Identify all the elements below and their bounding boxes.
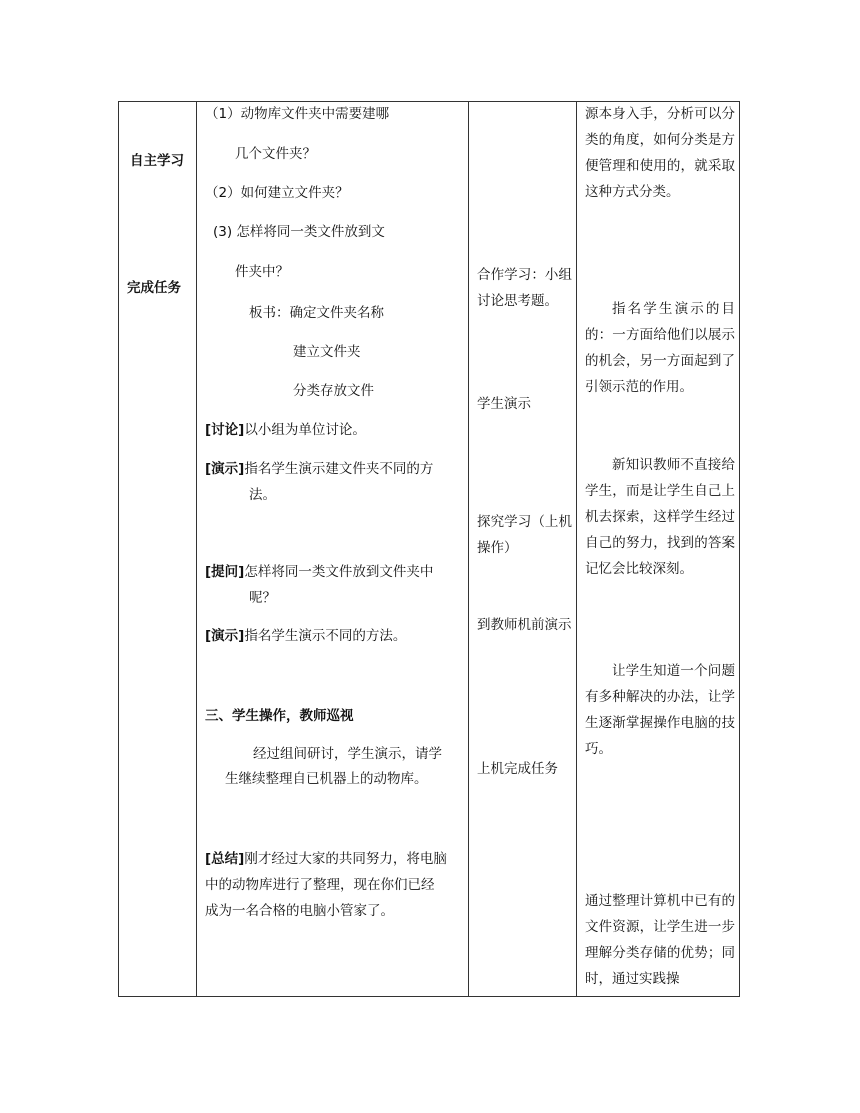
demo-1-item xyxy=(205,460,433,479)
activity-computer-task: 上机完成任务 xyxy=(477,761,558,777)
intent-para-3: 新知识教师不直接给学生，而是让学生自己上机去探索，这样学生经过自己的努力，找到的答案记忆会比较深刻。 xyxy=(585,457,735,577)
demo-1-line1: 指名学生演示建文件夹不同的方 xyxy=(244,461,434,477)
column-divider-2 xyxy=(468,102,469,996)
question-3-line1: (3) 怎样将同一类文件放到文 xyxy=(213,224,385,240)
stage-self-study: 自主学习 xyxy=(130,153,184,169)
intent-para-4: 让学生知道一个问题有多种解决的办法，让学生逐渐掌握操作电脑的技巧。 xyxy=(585,663,735,757)
board-writing-line2: 建立文件夹 xyxy=(293,344,361,360)
summary-line1: 刚才经过大家的共同努力，将电脑 xyxy=(244,851,447,867)
question-3-line2: 件夹中？ xyxy=(235,264,289,280)
activity-coop: 合作学习：小组讨论思考题。 xyxy=(477,267,572,309)
board-writing-line3: 分类存放文件 xyxy=(293,383,374,399)
summary-line3: 成为一名合格的电脑小管家了。 xyxy=(205,903,394,919)
ask-line1: 怎样将同一类文件放到文件夹中 xyxy=(244,564,434,580)
demo-2-text: 指名学生演示不同的方法。 xyxy=(244,628,407,644)
activity-explore: 探究学习（上机操作） xyxy=(477,514,572,556)
discuss-item xyxy=(205,421,366,440)
stage-complete-task: 完成任务 xyxy=(127,280,181,296)
activity-student-demo: 学生演示 xyxy=(477,396,531,412)
column-divider-3 xyxy=(576,102,577,996)
demo-2-tag: [演示] xyxy=(205,628,245,644)
intent-para-2: 指名学生演示的目的：一方面给他们以展示的机会，另一方面起到了引领示范的作用。 xyxy=(585,301,735,395)
section-3-line1: 经过组间研讨，学生演示，请学 xyxy=(253,746,442,762)
intent-para-1: 源本身入手，分析可以分类的角度，如何分类是方便管理和使用的，就采取这种方式分类。 xyxy=(585,106,735,200)
ask-tag: [提问] xyxy=(205,564,245,580)
board-writing-line1: 板书：确定文件夹名称 xyxy=(249,305,384,321)
summary-item xyxy=(205,850,447,869)
summary-line2: 中的动物库进行了整理，现在你们已经 xyxy=(205,877,435,893)
ask-item xyxy=(205,563,433,582)
ask-line2: 呢？ xyxy=(249,590,276,606)
demo-2-item xyxy=(205,627,406,646)
question-1-line1: （1）动物库文件夹中需要建哪 xyxy=(205,106,390,122)
activity-teacher-machine: 到教师机前演示 xyxy=(477,617,572,633)
question-1-line2: 几个文件夹？ xyxy=(235,146,316,162)
demo-1-tag: [演示] xyxy=(205,461,245,477)
column-divider-1 xyxy=(196,102,197,996)
section-3-line2: 生继续整理自已机器上的动物库。 xyxy=(225,771,428,787)
intent-para-5: 通过整理计算机中已有的文件资源，让学生进一步理解分类存储的优势；同时，通过实践操 xyxy=(585,893,735,987)
discuss-tag: [讨论] xyxy=(205,422,245,438)
discuss-text: 以小组为单位讨论。 xyxy=(244,422,366,438)
question-2: （2）如何建立文件夹？ xyxy=(205,185,349,201)
summary-tag: [总结] xyxy=(205,851,245,867)
section-3-heading: 三、学生操作，教师巡视 xyxy=(205,708,354,724)
demo-1-line2: 法。 xyxy=(249,487,276,503)
